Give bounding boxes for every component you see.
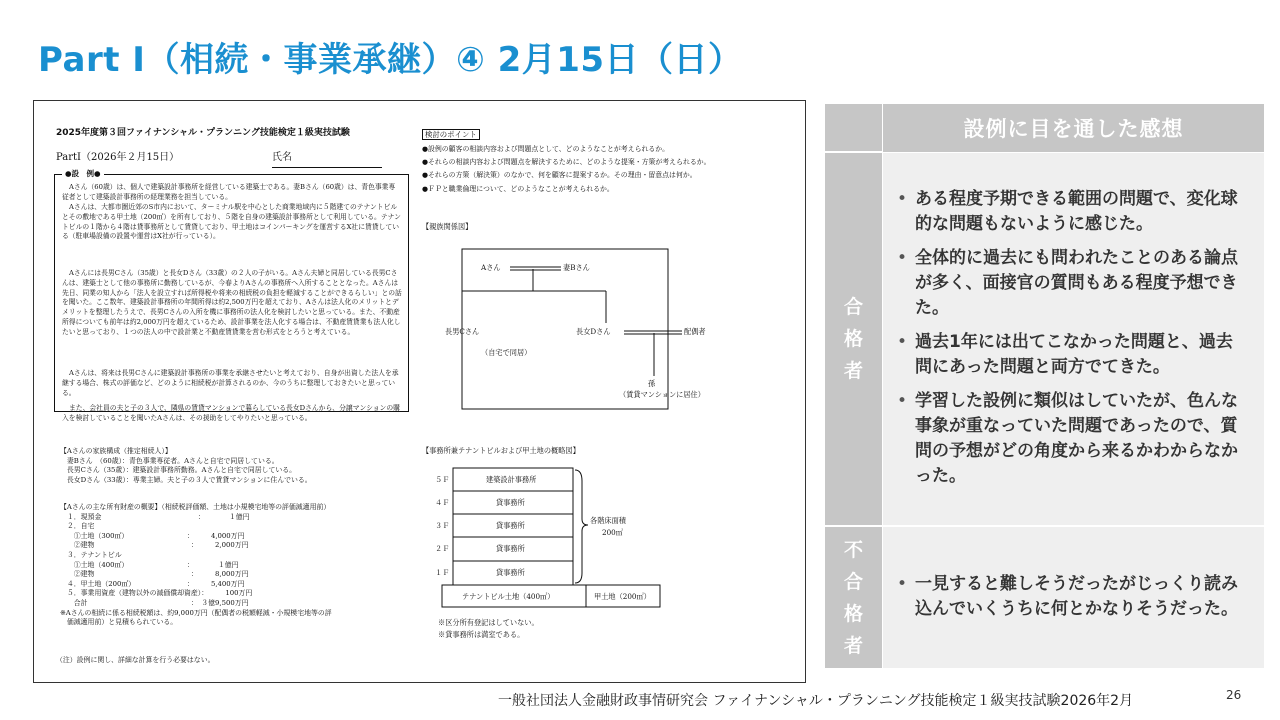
impressions-table <box>825 104 1264 668</box>
floor-use: 貸事務所 <box>496 544 525 553</box>
fail-label-char: 格 <box>843 602 863 625</box>
floor-area-label: 各階床面積 <box>590 516 626 525</box>
page-title: Part Ⅰ（相続・事業承継）④ 2月15日（日） <box>38 40 743 80</box>
floor-use: 貸事務所 <box>496 568 525 577</box>
family-d: 長女Dさん <box>576 327 611 336</box>
family-frame <box>462 249 668 409</box>
case-paragraph: また、会社員の夫と子の３人で、隣県の賃貸マンションで暮らしている長女Dさんから、分譲マンションの購入を検討していることを聞いたAさんは、その援助をしてやりたいと思っている。 <box>62 404 400 422</box>
table-corner <box>825 104 882 152</box>
pass-comment: • 学習した設例に類似はしていたが、色んな事象が重なっていた問題であったので、質問の予想がどの角度から来るかわからなかった。 <box>895 389 1248 489</box>
points-list: ●設例の顧客の相談内容および問題点として、どのようなことが考えられるか。 ●それらの相談内容および問題点を解決するために、どのような提案・方策が考えられるか。 ●それらの方策（解決策）のなかで、何を顧客に提案するか。その理由・留意点は何か。 ●ＦＰと職業倫理について、どのようなことが考えられるか。 <box>422 145 711 193</box>
pass-label-char: 合 <box>843 296 863 318</box>
pass-comments <box>883 153 1264 525</box>
exam-title: 2025年度第３回ファイナンシャル・プランニング技能検定１級実技試験 <box>56 128 350 138</box>
family-grandchild-note: （賃貸マンションに居住） <box>619 390 705 399</box>
assets-summary: 【Aさんの主な所有財産の概要】（相続税評価額、土地は小規模宅地等の評価減適用前） １．現預金 ： １億円 ２．自宅 ①土地（300㎡） ： 4,000万円 ②建物 ： 2,000万円 ３．テナントビル ①土地（400㎡） ： １億円 ②建物 ： 8,000万円 ４．甲土地（200㎡） ： 5,400万円 ５．事業用資産（建物以外の減価償却資産）： 100万円 合計 ： ３億9,500万円 ※Aさんの相続に係る相続税額は、約9,000万円（配偶者の税額軽減・小規模宅地等の評 価減適用前）と見積もられている。 <box>60 503 332 627</box>
case-paragraph: Aさん（60歳）は、個人で建築設計事務所を経営している建築士である。妻Bさん（60歳）は、青色事業専従者として建築設計事務所の経理業務を担当している。 <box>62 183 396 201</box>
floor-label: ２Ｆ <box>435 544 450 553</box>
pass-comment: • 過去1年には出てこなかった問題と、過去問にあった問題と両方でてきた。 <box>895 330 1248 380</box>
pass-comment: • ある程度予期できる範囲の問題で、変化球的な問題もないように感じた。 <box>895 187 1248 237</box>
building-chart-heading: 【事務所兼テナントビルおよび甲土地の概略図】 <box>422 446 580 455</box>
case-paragraph: Aさんには長男Cさん（35歳）と長女Dさん（33歳）の２人の子がいる。Aさん夫婦と同居している長男Cさんは、建築士として他の事務所に勤務しているが、今春よりAさんの事務所へ入所することとなった。Aさんは先日、同業の知人から「法人を設立すれば所得税や将来の相続税の負担を軽減することができるらしい」との話を聞いた。ここ数年、建築設計事務所の年間所得は約2,500万円を超えており、Aさんは法人化のメリットとデメリットを整理したうえで、長男Cさんの入所を機に事務所の法人化を検討したいと思っている。また、不動産所得についても前年は約2,000万円を超えているため、設計事業を法人化する場合は、不動産賃貸業も法人化したいと思っており、１つの法人の中で設計業と不動産賃貸業を営む形式をとろうと考えている。 <box>62 269 402 336</box>
pass-label-char: 格 <box>843 328 863 350</box>
table-header: 設例に目を通した感想 <box>883 104 1264 152</box>
document-note: （注）設例に関し、詳細な計算を行う必要はない。 <box>56 656 215 664</box>
case-paragraph: Aさんは、大都市圏近郊のS市内において、ターミナル駅を中心とした商業地域内に５階建てのテナントビルとその敷地である甲土地（200㎡）を所有しており、５階を自身の建築設計事務所として利用している。テナントビルの１階から４階は貸事務所として賃貸しており、甲土地はコインパーキングを運営するX社に賃貸している（駐車場設備の設置や運営はX社が行っている）。 <box>62 203 401 241</box>
points-heading: 検討のポイント <box>422 129 480 140</box>
page-number: 26 <box>1226 688 1242 702</box>
floor-use: 貸事務所 <box>496 498 525 507</box>
fail-label-char: 合 <box>843 570 863 593</box>
family-spouse: 配偶者 <box>684 327 706 336</box>
fail-label-char: 不 <box>843 538 863 561</box>
family-a: Aさん <box>481 263 501 272</box>
floor-use: 貸事務所 <box>496 521 525 530</box>
family-chart-heading: 【親族関係図】 <box>422 222 473 231</box>
case-paragraph: Aさんは、将来は長男Cさんに建築設計事務所の事業を承継させたいと考えており、自身が出資した法人を承継する場合、株式の評価など、どのように相続税が計算されるのか、今のうちに整理しておきたいと思っている。 <box>62 369 399 397</box>
kou-land-label: 甲土地（200㎡） <box>594 592 651 601</box>
family-grandchild: 孫 <box>648 379 656 388</box>
footer-source: 一般社団法人金融財政事情研究会 ファイナンシャル・プランニング技能検定１級実技試験2026年2月 <box>498 693 1134 709</box>
pass-comment: • 全体的に過去にも問われたことのある論点が多く、面接官の質問もある程度予想できた。 <box>895 246 1248 321</box>
family-b: 妻Bさん <box>563 263 590 272</box>
family-composition: 【Aさんの家族構成（推定相続人）】 妻Bさん （60歳）：青色事業専従者。Aさんと自宅で同居している。 長男Cさん（35歳）：建築設計事務所勤務。Aさんと自宅で同居している。 長女Dさん（33歳）：専業主婦。夫と子の３人で賃貸マンションに住んでいる。 <box>60 447 312 484</box>
floor-label: ５Ｆ <box>435 475 450 484</box>
family-c: 長男Cさん <box>445 327 480 336</box>
pass-label-char: 者 <box>843 360 863 382</box>
tenant-land-label: テナントビル土地（400㎡） <box>462 592 555 601</box>
fail-label-char: 者 <box>843 634 863 657</box>
family-c-note: （自宅で同居） <box>481 348 532 357</box>
floor-label: ４Ｆ <box>435 498 450 507</box>
fail-row-label <box>825 527 882 668</box>
exam-document-image <box>33 100 806 683</box>
building-note: ※貸事務所は満室である。 <box>438 630 525 639</box>
floor-use: 建築設計事務所 <box>486 475 537 484</box>
case-label: ●設 例● <box>62 170 104 178</box>
name-label: 氏名 <box>272 152 292 163</box>
part-date-line: PartⅠ（2026年２月15日） <box>56 152 180 163</box>
pass-row-label <box>825 153 882 525</box>
floor-area-value: 200㎡ <box>602 528 623 537</box>
fail-comments <box>883 527 1264 668</box>
building-note: ※区分所有登記はしていない。 <box>438 618 539 627</box>
floor-label: ３Ｆ <box>435 521 450 530</box>
floor-label: １Ｆ <box>435 568 450 577</box>
fail-comment: • 一見すると難しそうだったがじっくり読み込んでいくうちに何とかなりそうだった。 <box>895 572 1248 622</box>
